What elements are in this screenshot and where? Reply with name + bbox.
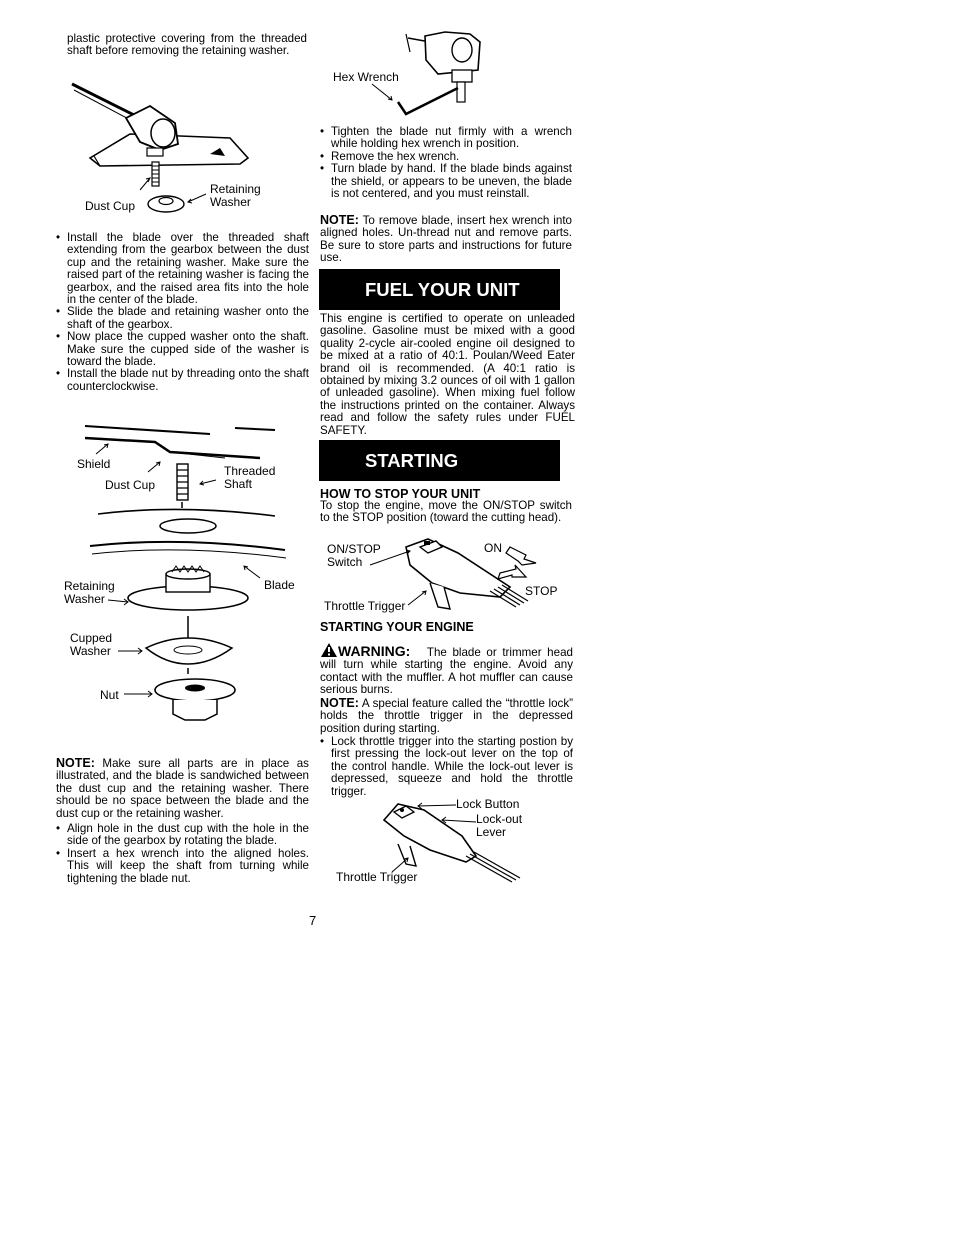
shield-label: Shield bbox=[77, 457, 111, 471]
note-text: Make sure all parts are in place as illustrated, and the blade is sandwiched between the dust cup and the retaining washer. There should be no space between the blade and the dust cup or the retaining washer. bbox=[56, 757, 309, 820]
nut-label: Nut bbox=[100, 688, 119, 702]
list-item: • Install the blade nut by threading onto the shaft counterclockwise. bbox=[56, 368, 309, 393]
list-item: • Insert a hex wrench into the aligned holes. This will keep the shaft from turning while tightening the blade nut. bbox=[56, 848, 309, 885]
list-item: • Slide the blade and retaining washer onto the shaft of the gearbox. bbox=[56, 306, 309, 331]
list-item: • Turn blade by hand. If the blade binds against the shield, or appears to be uneven, the blade is not centered, and you must reinstall. bbox=[320, 163, 572, 200]
stop-label: STOP bbox=[525, 584, 558, 598]
lockout-lever-label: Lock-out Lever bbox=[476, 812, 523, 839]
lock-button-label: Lock Button bbox=[456, 797, 520, 811]
fuel-your-unit-banner: FUEL YOUR UNIT bbox=[319, 269, 560, 310]
threaded-shaft-label: Threaded Shaft bbox=[224, 464, 276, 491]
list-item: • Lock throttle trigger into the starting postion by first pressing the lock-out lever on the top of the control handle. While the lock-out lever is depressed, squeeze and hold the throttle trigger. bbox=[320, 736, 573, 798]
list-item: • Install the blade over the threaded shaft extending from the gearbox between the dust cup and the retaining washer. Make sure the raised part of the retaining washer is facing the gearbox, and the raised area fits into the hole in the center of the blade. bbox=[56, 232, 309, 306]
warning-text: The blade or trimmer head will turn while starting the engine. Avoid any contact with the muffler. A hot muffler can cause serious burns. bbox=[320, 646, 573, 697]
align-steps-list bbox=[56, 823, 309, 885]
install-steps-list bbox=[56, 232, 309, 393]
warning-block bbox=[320, 642, 573, 697]
page-number: 7 bbox=[309, 913, 317, 928]
note-label: NOTE: bbox=[56, 756, 95, 770]
dust-cup-label: Dust Cup bbox=[85, 199, 136, 213]
note-text: To remove blade, insert hex wrench into aligned holes. Un-thread nut and remove parts. Be sure to store parts and instructions for future use. bbox=[320, 214, 572, 265]
stop-text: To stop the engine, move the ON/STOP switch to the STOP position (toward the cutting head). bbox=[320, 499, 572, 525]
note-label: NOTE: bbox=[320, 213, 359, 227]
cupped-washer-label: Cupped Washer bbox=[70, 631, 113, 658]
note-text: A special feature called the “throttle lock” holds the throttle trigger in the depressed position during starting. bbox=[320, 697, 574, 735]
list-item: • Now place the cupped washer onto the shaft. Make sure the cupped side of the washer is toward the blade. bbox=[56, 331, 309, 368]
retaining-washer-label: Retaining Washer bbox=[210, 182, 261, 209]
blade-label: Blade bbox=[264, 578, 295, 592]
remove-blade-note bbox=[320, 214, 572, 265]
on-stop-switch-label: ON/STOP Switch bbox=[327, 542, 381, 569]
dust-cup-label: Dust Cup bbox=[105, 478, 156, 492]
note-label: NOTE: bbox=[320, 696, 359, 710]
starting-banner: STARTING bbox=[319, 440, 560, 481]
hex-wrench-label: Hex Wrench bbox=[333, 70, 399, 84]
fuel-text: This engine is certified to operate on unleaded gasoline. Gasoline must be mixed with a good quality 2-cycle air-cooled engine oil designed to be mixed at a ratio of 40:1. Poulan/Weed Eater brand oil is recommended. (A 40:1 ratio is obtained by mixing 3.2 ounces of oil with 1 gallon of unleaded gasoline). When mixing fuel follow the instructions printed on the container. Always read and follow the safety rules under FUEL SAFETY. bbox=[320, 312, 575, 437]
stop-heading: HOW TO STOP YOUR UNIT bbox=[320, 487, 481, 501]
warning-triangle-icon bbox=[320, 642, 338, 658]
throttle-trigger-label: Throttle Trigger bbox=[336, 870, 418, 884]
start-heading: STARTING YOUR ENGINE bbox=[320, 620, 474, 634]
assembly-note bbox=[56, 757, 309, 820]
on-label: ON bbox=[484, 541, 502, 555]
list-item: • Remove the hex wrench. bbox=[320, 151, 572, 163]
tighten-steps-list bbox=[320, 126, 572, 200]
lock-steps-list bbox=[320, 736, 573, 798]
throttle-lock-note bbox=[320, 697, 573, 735]
retaining-washer-label: Retaining Washer bbox=[64, 579, 115, 606]
intro-text: plastic protective covering from the threaded shaft before removing the retaining washer. bbox=[67, 32, 307, 58]
throttle-trigger-label: Throttle Trigger bbox=[324, 599, 406, 613]
list-item: • Tighten the blade nut firmly with a wrench while holding hex wrench in position. bbox=[320, 126, 572, 151]
warning-label: WARNING: bbox=[338, 643, 411, 659]
list-item: • Align hole in the dust cup with the hole in the side of the gearbox by rotating the blade. bbox=[56, 823, 309, 848]
